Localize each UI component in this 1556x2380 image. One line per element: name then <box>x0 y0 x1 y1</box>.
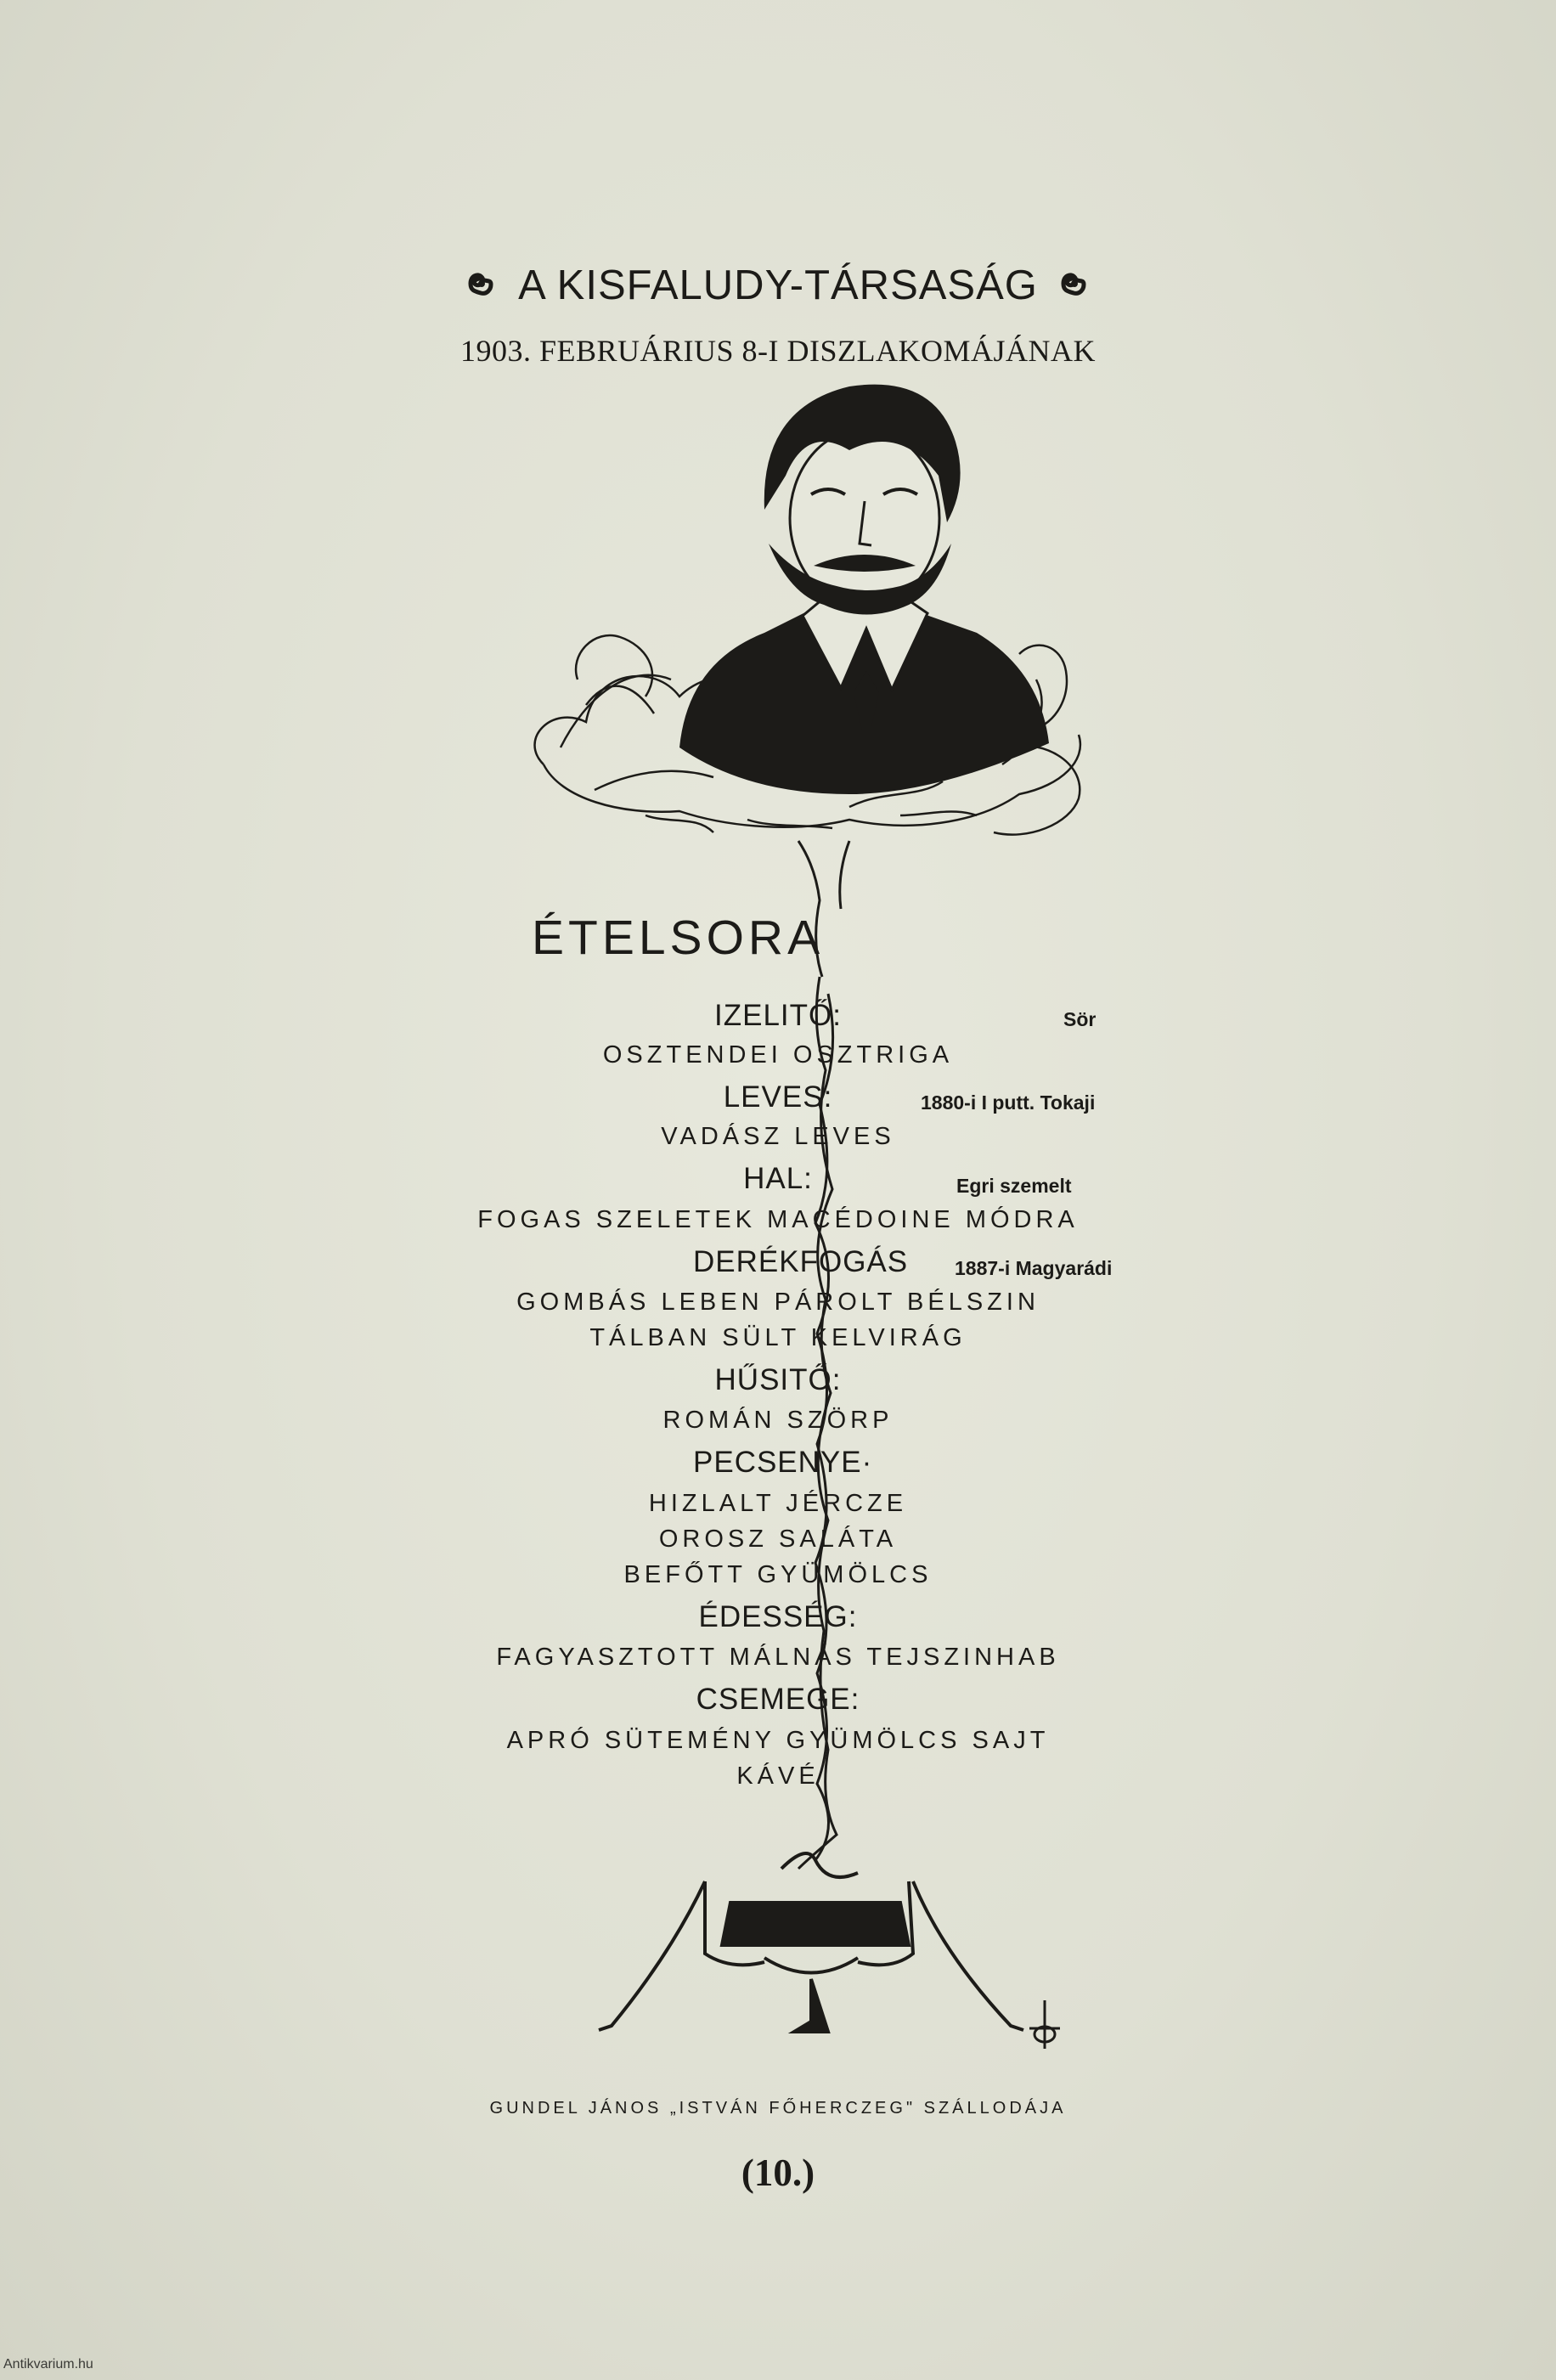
wine-pairing: 1887-i Magyarádi <box>955 1257 1113 1279</box>
page-title: A KISFALUDY-TÁRSASÁG <box>518 262 1038 308</box>
wine-pairing: 1880-i I putt. Tokaji <box>921 1091 1096 1114</box>
portrait-illustration <box>679 385 1049 794</box>
dish-item: ROMÁN SZÖRP <box>662 1407 894 1434</box>
menu-heading: ÉTELSORA <box>532 911 825 965</box>
dish-item: VADÁSZ LEVES <box>661 1123 895 1150</box>
dish-item: KÁVÉ <box>736 1762 820 1790</box>
dish-item: TÁLBAN SÜLT KELVIRÁG <box>589 1324 967 1351</box>
incense-burner-illustration <box>599 1853 1023 2032</box>
course-heading: ÉDESSÉG: <box>698 1600 858 1633</box>
course-heading: LEVES: <box>723 1080 833 1114</box>
course-heading: DERÉKFOGÁS <box>693 1245 909 1278</box>
course-heading: HŰSITŐ: <box>714 1363 842 1396</box>
course-heading: HAL: <box>743 1162 813 1195</box>
wine-pairing: Sör <box>1063 1008 1097 1030</box>
dish-item: FAGYASZTOTT MÁLNÁS TEJSZINHAB <box>496 1644 1060 1671</box>
monogram-icon <box>1029 2000 1060 2049</box>
caterer-credit: GUNDEL JÁNOS „ISTVÁN FŐHERCZEG" SZÁLLODÁJA <box>489 2099 1067 2118</box>
dish-item: BEFŐTT GYÜMÖLCS <box>623 1561 933 1588</box>
dish-item: FOGAS SZELETEK MACÉDOINE MÓDRA <box>477 1206 1079 1233</box>
watermark: Antikvarium.hu <box>3 2357 93 2372</box>
wine-pairing: Egri szemelt <box>956 1175 1072 1197</box>
dish-item: HIZLALT JÉRCZE <box>648 1490 908 1517</box>
course-heading: PECSENYE· <box>693 1446 873 1479</box>
dish-item: APRÓ SÜTEMÉNY GYÜMÖLCS SAJT <box>506 1727 1050 1754</box>
dish-item: OROSZ SALÁTA <box>658 1526 898 1553</box>
course-heading: CSEMEGE: <box>696 1683 860 1716</box>
page-subtitle: 1903. FEBRUÁRIUS 8-I DISZLAKOMÁJÁNAK <box>459 334 1097 368</box>
dish-item: OSZTENDEI OSZTRIGA <box>602 1041 954 1069</box>
dish-item: GOMBÁS LEBEN PÁROLT BÉLSZIN <box>516 1289 1040 1316</box>
page-number: (10.) <box>741 2152 815 2194</box>
course-heading: IZELITŐ: <box>714 999 842 1032</box>
